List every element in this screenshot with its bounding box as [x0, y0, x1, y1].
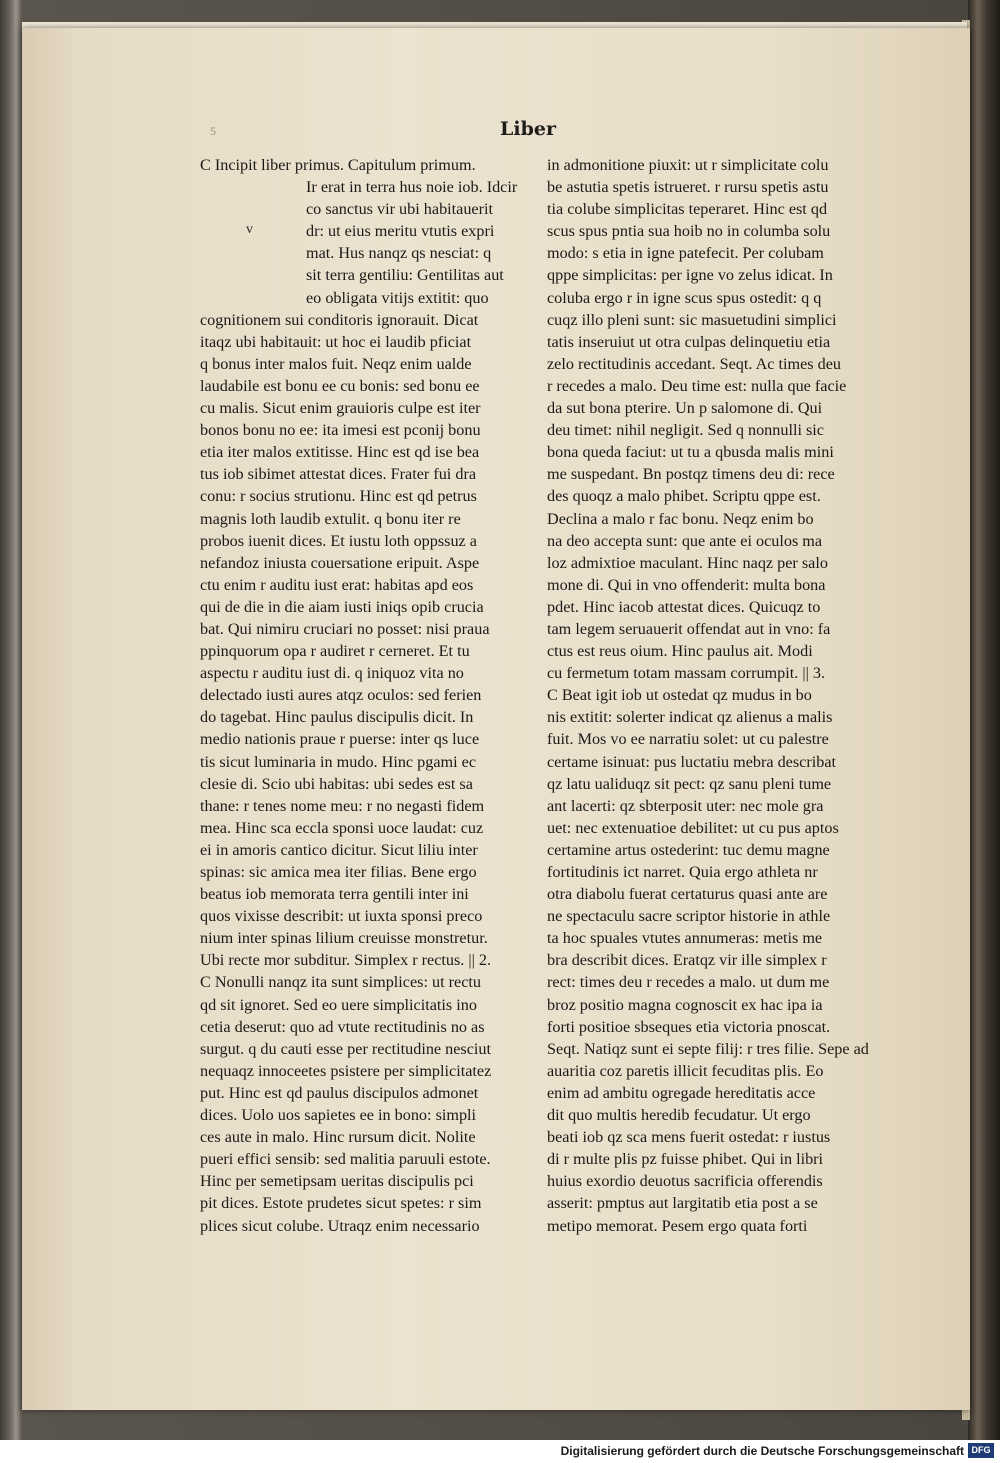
text-line: enim ad ambitu ogregade hereditatis acce — [547, 1083, 816, 1102]
text-line: modo: s etia in igne patefecit. Per colubam — [547, 244, 824, 263]
text-line: nis extitit: solerter indicat qz alienus a malis — [547, 708, 833, 727]
text-line: metipo memorat. Pesem ergo quata forti — [547, 1216, 808, 1235]
text-line: fortitudinis ict narret. Quia ergo athleta nr — [547, 863, 818, 881]
text-line: r recedes a malo. Deu time est: nulla que facie — [547, 376, 847, 395]
text-line: Ubi recte mor subditur. Simplex r rectus. || 2. — [200, 951, 492, 970]
text-line: aspectu r auditu iust di. q iniquoz vita no — [200, 664, 464, 683]
text-line: me suspedant. Bn postqz timens deu di: rece — [547, 465, 835, 484]
text-line: asserit: pmptus aut largitatib etia post a se — [547, 1194, 818, 1213]
text-line: tia colube simplicitas teperaret. Hinc est qd — [547, 200, 828, 219]
text-line: Seqt. Natiqz sunt ei septe filij: r tres filie. Sepe ad — [547, 1039, 869, 1058]
text-line: cetia deserut: quo ad vtute rectitudinis no as — [200, 1017, 485, 1036]
text-line: deu timet: nihil negligit. Sed q nonnulli sic — [547, 421, 824, 440]
text-line: scus spus pntia sua hoib no in columba solu — [547, 222, 831, 241]
text-line: put. Hinc est qd paulus discipulos admonet — [200, 1083, 479, 1102]
text-line: fuit. Mos vo ee narratiu solet: ut cu palestre — [547, 730, 829, 749]
footer-credit: Digitalisierung gefördert durch die Deutsche Forschungsgemeinschaft — [560, 1444, 964, 1458]
text-line: eo obligata vitijs extitit: quo — [306, 288, 489, 307]
text-line: pueri effici sensib: sed malitia paruuli estote. — [200, 1150, 491, 1169]
text-line: loz admixtioe maculant. Hinc naqz per salo — [547, 553, 828, 572]
text-line: conu: r socius strutionu. Hinc est qd petrus — [200, 487, 477, 506]
text-line: ant lacerti: qz sbterposit uter: nec mole gra — [547, 796, 824, 815]
text-line: be astutia spetis istrueret. r rursu spetis astu — [547, 178, 829, 197]
text-line: C Nonulli nanqz ita sunt simplices: ut rectu — [200, 973, 481, 992]
book-spine — [968, 0, 1000, 1440]
text-line: pit dices. Estote prudetes sicut spetes: r sim — [200, 1194, 482, 1213]
text-line: auaritia coz paretis illicit fecuditas plis. Eo — [547, 1061, 824, 1080]
text-line: otra diabolu fuerat certaturus quasi ante are — [547, 885, 828, 904]
text-line: na deo accepta sunt: que ante ei oculos ma — [547, 531, 823, 550]
text-line: qui de die in die aiam iusti iniqs opib crucia — [200, 597, 484, 616]
text-line: dit quo multis heredib fecudatur. Ut ergo — [547, 1106, 811, 1125]
text-line: di r multe plis pz fuisse phibet. Qui in libri — [547, 1150, 824, 1169]
margin-top-note: 5 — [210, 124, 216, 138]
text-line: medio nationis praue r puerse: inter qs luce — [200, 730, 480, 749]
text-line: huius exordio deuotus sacrificia offerendis — [547, 1172, 823, 1191]
text-line: dices. Uolo uos sapietes ee in bono: simpli — [200, 1106, 477, 1125]
text-line: tatis inseruiut ut otra culpas delinquetiu etia — [547, 332, 831, 351]
text-line: mone di. Qui in vno offenderit: multa bona — [547, 575, 826, 594]
text-line: cu fermetum totam massam corrumpit. || 3. — [547, 664, 826, 683]
text-line: surgut. q du cauti esse per rectitudine nesciut — [200, 1039, 491, 1058]
text-line: ctu enim r auditu iust erat: habitas apd eos — [200, 575, 474, 594]
text-line: sit terra gentiliu: Gentilitas aut — [306, 266, 504, 285]
text-line: itaqz ubi habitauit: ut hoc ei laudib pficiat — [200, 332, 472, 351]
text-line: pdet. Hinc iacob attestat dices. Quicuqz to — [547, 597, 821, 616]
text-column-left — [200, 154, 538, 1237]
text-line: certame isinuat: pus luctatiu mebra describat — [547, 752, 837, 771]
text-line: magnis loth laudib extulit. q bonu iter re — [200, 509, 461, 528]
text-line: uet: nec extenuatioe debilitet: ut cu pus aptos — [547, 818, 839, 837]
text-line: cu malis. Sicut enim grauioris culpe est iter — [200, 399, 481, 418]
text-line: delectado iusti aures atqz oculos: sed ferien — [200, 686, 482, 705]
text-line: laudabile est bonu ee cu bonis: sed bonu ee — [200, 376, 480, 395]
text-line: zelo rectitudinis accedant. Seqt. Ac times deu — [547, 354, 841, 373]
text-line: bat. Qui nimiru cruciari no posset: nisi praua — [200, 619, 490, 638]
text-line: thane: r tenes nome meu: r no negasti fidem — [200, 796, 485, 815]
text-line: etia iter malos extitisse. Hinc est qd ise bea — [200, 443, 480, 462]
text-line: cuqz illo pleni sunt: sic masuetudini simplici — [547, 310, 837, 329]
text-line: tis sicut luminaria in mudo. Hinc pgami ec — [200, 752, 477, 771]
text-line: ne spectaculu sacre scriptor historie in athle — [547, 907, 831, 926]
text-line: quos vixisse describit: ut iuxta sponsi preco — [200, 907, 483, 926]
text-line: certamine artus ostederint: tuc demu magne — [547, 840, 830, 859]
text-line: ta hoc spuales vtutes annumeras: metis me — [547, 929, 823, 948]
text-line: da sut bona pterire. Un p salomone di. Qui — [547, 399, 823, 418]
text-line: qd sit ignoret. Sed eo uere simplicitatis ino — [200, 995, 477, 1014]
text-line: nequaqz innoceetes psistere per simplicitatez — [200, 1061, 492, 1080]
text-line: probos iuenit dices. Et iustu loth oppssuz a — [200, 531, 477, 550]
text-line: cognitionem sui conditoris ignorauit. Dicat — [200, 310, 479, 329]
text-line: C Beat igit iob ut ostedat qz mudus in bo — [547, 686, 812, 705]
text-line: mat. Hus nanqz qs nesciat: q — [306, 244, 492, 263]
text-line: beati iob qz sca mens fuerit ostedat: r iustus — [547, 1128, 831, 1147]
text-line: Declina a malo r fac bonu. Neqz enim bo — [547, 509, 814, 528]
text-line: bra describit dices. Eratqz vir ille simplex r — [547, 951, 827, 970]
running-header: Liber — [500, 118, 556, 140]
text-line: qppe simplicitas: per igne vo zelus idicat. In — [547, 266, 833, 285]
text-line: in admonitione piuxit: ut r simplicitate colu — [547, 156, 829, 174]
text-line: tus iob sibimet attestat dices. Frater fui dra — [200, 465, 477, 484]
text-line: rect: times deu r recedes a malo. ut dum me — [547, 973, 830, 992]
text-line: Hinc per semetipsam ueritas discipulis pci — [200, 1172, 474, 1191]
text-line: plices sicut colube. Utraqz enim necessario — [200, 1216, 480, 1235]
text-line: broz positio magna cognoscit ex hac ipa ia — [547, 995, 823, 1014]
text-line: forti positioe sbseques etia victoria pnoscat. — [547, 1017, 831, 1036]
text-line: dr: ut eius meritu vtutis expri — [306, 222, 495, 241]
text-line: Ir erat in terra hus noie iob. Idcir — [306, 178, 518, 197]
text-line: bonos bonu no ee: ita imesi est pconij bonu — [200, 421, 481, 440]
text-line: ppinquorum opa r audiret r cerneret. Et tu — [200, 642, 470, 661]
text-line: q bonus inter malos fuit. Neqz enim ualde — [200, 354, 472, 373]
text-line: clesie di. Scio ubi habitas: ubi sedes est sa — [200, 774, 473, 793]
text-line: beatus iob memorata terra gentili inter ini — [200, 885, 469, 904]
text-line: nium inter spinas lilium creuisse monstretur. — [200, 929, 488, 948]
text-line: ei in amoris cantico dicitur. Sicut liliu inter — [200, 840, 478, 859]
text-line: do tagebat. Hinc paulus discipulis dicit. In — [200, 708, 474, 727]
text-column-right — [547, 154, 885, 1237]
margin-left-note: v — [246, 222, 253, 237]
text-line: tam legem seruauerit offendat aut in vno: fa — [547, 619, 831, 638]
text-line: qz latu ualiduqz sit pect: qz sanu pleni tume — [547, 774, 832, 793]
text-line: ctus est reus oium. Hinc paulus ait. Modi — [547, 642, 813, 661]
text-line: nefandoz iniusta couersatione eripuit. Aspe — [200, 553, 480, 572]
text-line: bona queda faciut: ut tu a qbusda malis mini — [547, 443, 834, 462]
dfg-logo: DFG — [968, 1443, 994, 1458]
text-line: co sanctus vir ubi habitauerit — [306, 200, 494, 219]
text-line: mea. Hinc sca eccla sponsi uoce laudat: cuz — [200, 818, 484, 837]
text-line: C Incipit liber primus. Capitulum primum. — [200, 156, 476, 174]
text-line: coluba ergo r in igne scus spus ostedit: q q — [547, 288, 822, 307]
text-line: spinas: sic amica mea iter filias. Bene ergo — [200, 863, 477, 881]
text-line: des quoqz a malo phibet. Scriptu qppe est. — [547, 487, 821, 506]
text-line: ces aute in malo. Hinc rursum dicit. Nolite — [200, 1128, 476, 1147]
